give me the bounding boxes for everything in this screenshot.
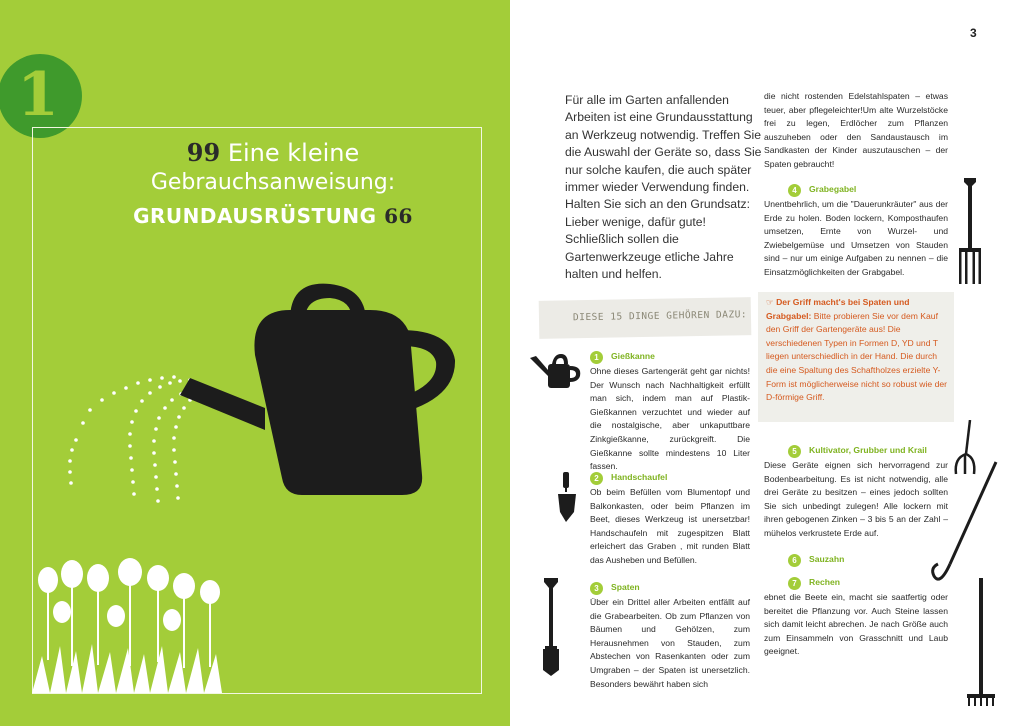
item-number: 5 — [788, 445, 801, 458]
item-number: 7 — [788, 577, 801, 590]
list-banner — [539, 297, 752, 339]
tulips-illustration — [32, 556, 232, 693]
tip-text: Bitte probieren Sie vor dem Kauf den Griff der Gartengeräte aus! Die verschiedenen Typen in Formen D, YD und T liegen unterschiedlich in der Hand. Die durch die eine Spaltung des Schaftholzes erzielte Y-Form ist möglicherweise nicht so robust wie der D-förmige Griff. — [766, 310, 948, 403]
list-item — [764, 552, 948, 568]
item-title: Gießkanne — [611, 351, 655, 362]
watering-can-illustration — [40, 280, 480, 540]
watering-can-icon — [528, 352, 584, 392]
item-title: Spaten — [611, 582, 640, 593]
item-number: 6 — [788, 554, 801, 567]
item-title: Kultivator, Grubber und Krail — [809, 445, 927, 456]
item-text: Ob beim Befüllen vom Blumentopf und Balkonkasten, oder beim Pflanzen im Beet, dieses Werkzeug ist unersetzbar! Handschaufeln mit zugespitzen Blatt erleichert das Graben , mit runden Blatt das Ausheben und Befüllen. — [590, 487, 750, 565]
rake-icon — [964, 578, 998, 708]
title-line-1: Eine kleine — [227, 139, 360, 167]
list-item — [590, 580, 750, 691]
digging-fork-icon — [956, 178, 984, 286]
spade-icon — [538, 578, 564, 678]
page-number: 3 — [970, 26, 977, 40]
title-line-2: Gebrauchsanweisung: — [150, 170, 396, 195]
item-text: Diese Geräte eignen sich hervorragend zur Bodenbearbeitung. Es ist nicht notwendig, alle drei Geräte zu besitzen – eines jedoch sollten Sie sich unbedingt zulegen! Alle lockern mit ihren gebogenen Zinken – 3 bis 5 an der Zahl – mühelos verkrustete Erde auf. — [764, 460, 948, 538]
quote-open-mark: 99 — [186, 138, 221, 167]
item-text: Über ein Drittel aller Arbeiten entfällt auf die Grabearbeiten. Ob zum Pflanzen von Bäumen und Gehölzen, zum Herausnehmen von Stauden, zum Abstechen von Rasenkanten oder zum Umgraben – der Spaten ist unersetzlich. Besonders bewährt haben sich — [590, 597, 750, 689]
item-number: 4 — [788, 184, 801, 197]
quote-close-mark: 66 — [384, 204, 413, 228]
item-number: 3 — [590, 582, 603, 595]
item-text: Unentbehrlich, um die "Dauerunkräuter" aus der Erde zu holen. Boden lockern, Komposthaufen umsetzen, Ernte von Wurzel- und Zwiebelgemüse und Umsetzen von Stauden sind – nur um einige Aufgaben zu nennen – die Einsatzmöglichkeiten der Grabgabel. — [764, 199, 948, 277]
list-item — [764, 443, 948, 541]
tip-box — [758, 292, 954, 422]
list-item — [590, 349, 750, 474]
tip-title: Der Griff macht's bei Spaten und Grabgabel: — [766, 297, 910, 321]
list-item — [590, 470, 750, 568]
list-banner-text: DIESE 15 DINGE GEHÖREN DAZU: — [572, 309, 748, 324]
item-number: 1 — [590, 351, 603, 364]
item-title: Sauzahn — [809, 554, 845, 565]
item-text: ebnet die Beete ein, macht sie saatfertig oder bereitet die Pflanzung vor. Auch Steine lassen sich damit leicht abrechen. Je nach Größe auch zum Einsammeln von Grasschnitt und Laub geeignet. — [764, 592, 948, 657]
hand-pointer-icon: ☞ — [766, 297, 777, 307]
title-line-3: GRUNDAUSRÜSTUNG — [133, 204, 377, 228]
chapter-badge — [0, 54, 82, 138]
list-item — [764, 182, 948, 280]
item-text: Ohne dieses Gartengerät geht gar nichts! Der Wunsch nach Nachhaltigkeit erfüllt man sich, indem man auf Plastik-Gießkannen verzuchtet und wieder auf die nostalgische, aber unkaputtbare Zinkgießkanne, zurückgreift. Die Gießkanne sollte mindestens 10 Liter fassen. — [590, 366, 750, 472]
item-title: Rechen — [809, 577, 841, 588]
intro-paragraph: Für alle im Garten anfallenden Arbeiten ist eine Grundausstattung an Werkzeug notwendig. Treffen Sie die Auswahl der Geräte so, dass Sie nur solche kaufen, die auch später immer wieder Verwendung finden. Halten Sie sich an den Grundsatz: Lieber wenige, dafür gute! Schließlich sollen die Gartenwerkzeuge etliche Jahre halten und helfen. — [565, 93, 762, 282]
list-item — [764, 575, 948, 659]
chapter-number: 1 — [17, 60, 59, 130]
right-page — [510, 0, 1020, 726]
chapter-title — [108, 138, 438, 234]
hand-trowel-icon — [554, 472, 580, 524]
spaten-continuation: die nicht rostenden Edelstahlspaten – etwas teuer, aber pflegeleichter!Um alte Wurzelstöcke frei zu legen, Erdlöcher zum Pflanzen auszuheben oder den Sandaustausch im Sandkasten der Kinder auszutauschen – der Spaten gebraucht! — [764, 91, 948, 169]
sauzahn-icon — [930, 460, 1000, 590]
item-title: Grabegabel — [809, 184, 857, 195]
item-number: 2 — [590, 472, 603, 485]
item-title: Handschaufel — [611, 472, 668, 483]
